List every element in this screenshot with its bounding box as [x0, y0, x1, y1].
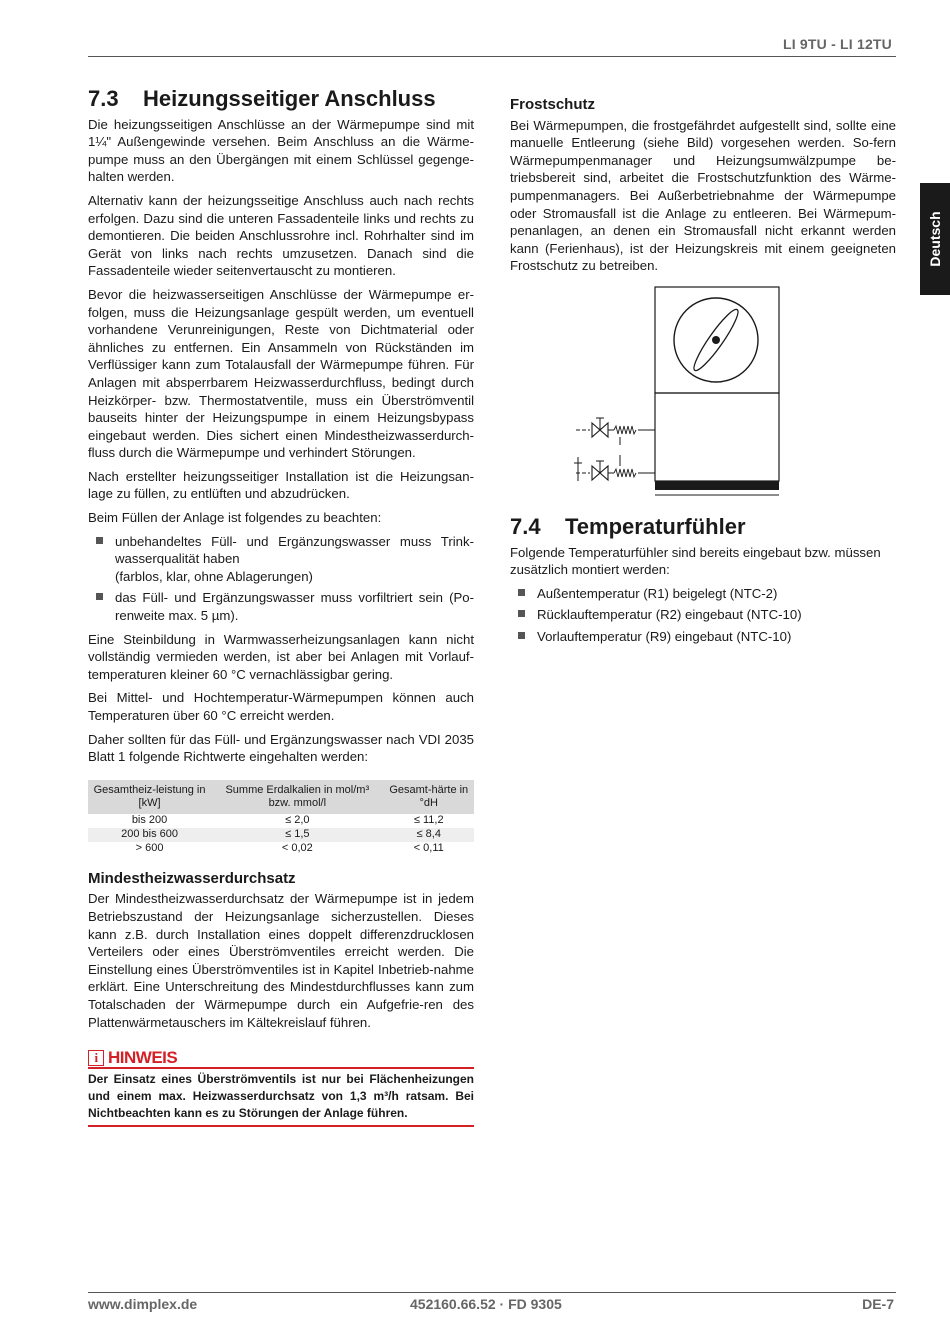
right-column	[510, 96, 896, 281]
list-item	[88, 589, 474, 624]
bullet-square-icon	[518, 632, 525, 639]
section-number: 7.4	[510, 514, 541, 539]
bullet-square-icon	[96, 537, 103, 544]
list-item-text: das Füll- und Ergänzungswasser muss vorfiltriert sein (Po-renweite max. 5 µm).	[115, 590, 474, 624]
bullet-square-icon	[518, 610, 525, 617]
lower-drain-valve	[574, 455, 655, 481]
section-number: 7.3	[88, 86, 119, 111]
table-row	[88, 842, 474, 856]
table-cell: 200 bis 600	[88, 828, 211, 842]
table-cell: ≤ 8,4	[384, 828, 475, 842]
table-header-cell: Summe Erdalkalien in mol/m³ bzw. mmol/l	[211, 780, 383, 814]
footer-website: www.dimplex.de	[88, 1296, 198, 1312]
table-cell: ≤ 2,0	[285, 814, 310, 827]
paragraph: Nach erstellter heizungsseitiger Installation ist die Heizungsan-lage zu füllen, zu entlüften und abzudrücken.	[88, 468, 474, 502]
paragraph: Bei Wärmepumpen, die frostgefährdet aufgestellt sind, sollte eine manuelle Entleerung (siehe Bild) vorgesehen werden. So-fern Wärmepumpenmanager und Heizungsumwälzpumpe be-triebsbereit sind, arbeitet die Frostschutzfunktion des Wärme-pumpenmanagers. Bei Außerbetriebnahme der Wärmepumpe oder Stromausfall ist die Anlage zu entleeren. Bei Wärmepum-penanlagen, an denen ein Stromausfall nicht erkannt werden kann (Ferienhaus), ist der Heizungskreis mit einem geeigneten Frostschutz zu betreiben.	[510, 117, 896, 274]
info-icon: i	[88, 1050, 104, 1066]
section-7-4-heading	[510, 514, 896, 539]
paragraph: Bevor die heizwasserseitigen Anschlüsse der Wärmepumpe er-folgen, muss die Heizungsanlage gespült werden, um eventuell vorhandene Verunreinigungen, Reste von Dichtmaterial oder ähnliches zu entfernen. Ein Ansammeln von Rückständen im Verflüssiger kann zum Totalausfall der Wärmepumpe führen. Für Anlagen mit absperrbarem Heizwasserdurchfluss, bedingt durch Heizkörper- bzw. Thermostatventile, muss ein Überströmventil bauseits hinter der Heizungspumpe in einem Heizungsbypass eingebaut werden. Dies sichert einen Mindestheizwasserdurch-fluss durch die Wärmepumpe und verhindert Störungen.	[88, 286, 474, 461]
table-cell: ≤ 11,2	[413, 814, 444, 827]
paragraph: Daher sollten für das Füll- und Ergänzungswasser nach VDI 2035 Blatt 1 folgende Richtwerte eingehalten werden:	[88, 731, 474, 765]
list-item	[510, 585, 896, 603]
bullet-square-icon	[96, 593, 103, 600]
language-tab-label: Deutsch	[927, 211, 943, 267]
section-7-3-heading	[88, 86, 474, 111]
paragraph: Bei Mittel- und Hochtemperatur-Wärmepumpen können auch Temperaturen über 60 °C erreicht werden.	[88, 690, 474, 723]
lower-housing	[655, 393, 779, 481]
list-item-text: unbehandeltes Füll- und Ergänzungswasser muss Trink-wasserqualität haben	[115, 533, 474, 567]
table-row	[88, 814, 474, 828]
heat-pump-drain-diagram	[570, 285, 785, 500]
table-cell: > 600	[135, 842, 164, 855]
paragraph: Die heizungsseitigen Anschlüsse an der Wärmepumpe sind mit 1¼" Außengewinde versehen. Beim Anschluss an die Wärme-pumpe muss an den Übergängen mit einem Schlüssel gegenge-halten werden.	[88, 116, 474, 185]
header-divider	[88, 56, 896, 57]
table-header-cell: Gesamtheiz-leistung in [kW]	[88, 780, 211, 814]
list-item	[510, 628, 896, 646]
footer-divider	[88, 1292, 896, 1293]
hinweis-label: HINWEIS	[108, 1048, 178, 1068]
paragraph: Folgende Temperaturfühler sind bereits eingebaut bzw. müssen zusätzlich montiert werden:	[510, 544, 881, 578]
table-header-cell: Gesamt-härte in °dH	[384, 780, 475, 814]
footer-page-number: DE-7	[862, 1296, 894, 1312]
paragraph: Alternativ kann der heizungsseitige Anschluss auch nach rechts erfolgen. Dazu sind die unteren Fassadenteile links und rechts zu demontieren. Die beiden Anschlussrohre incl. Rohrhalter sind im Gerät von links nach rechts umzusetzen. Danach sind die Fassadenteile wieder seitenvertauscht zu montieren.	[88, 192, 474, 279]
paragraph: Der Mindestheizwasserdurchsatz der Wärmepumpe ist in jedem Betriebszustand der Heizungsanlage sicherzustellen. Dieses kann z.B. durch Installation eines doppelt differenzdrucklosen Verteilers oder eines Überströmventiles erreicht werden. Die Einstellung eines Überströmventiles ist in Kapitel Inbetrieb-nahme erklärt. Eine Unterschreitung des Mindestdurchflusses kann zum Totalschaden der Wärmepumpe durch ein Aufgefrie-ren des Plattenwärmetauschers im Kältekreislauf führen.	[88, 891, 474, 1030]
table-cell: < 0,02	[281, 842, 313, 855]
left-column	[88, 86, 474, 1127]
table-cell: < 0,11	[413, 842, 444, 855]
language-tab	[920, 183, 950, 295]
hinweis-text: Der Einsatz eines Überströmventils ist nur bei Flächenheizungen und einem max. Heizwasserdurchsatz von 1,3 m³/h ratsam. Bei Nichtbeachten kann es zu Störungen der Anlage führen.	[88, 1067, 474, 1127]
list-item	[88, 533, 474, 586]
paragraph: Eine Steinbildung in Warmwasserheizungsanlagen kann nicht vollständig vermieden werden, ist aber bei Anlagen mit Vorlauf-temperaturen kleiner 60 °C vernachlässigbar gering.	[88, 631, 474, 682]
frostschutz-heading: Frostschutz	[510, 96, 596, 113]
header-title: LI 9TU - LI 12TU	[783, 36, 892, 52]
hinweis-header	[88, 1049, 474, 1067]
sensor-list	[510, 585, 896, 646]
list-item-text: Rücklauftemperatur (R2) eingebaut (NTC-10)	[537, 607, 802, 623]
min-flow-heading: Mindestheizwasserdurchsatz	[88, 869, 296, 887]
table-cell: ≤ 1,5	[211, 828, 383, 842]
table-header-row	[88, 780, 474, 814]
paragraph: Beim Füllen der Anlage ist folgendes zu beachten:	[88, 510, 382, 526]
table-row	[88, 828, 474, 842]
list-item-subtext: (farblos, klar, ohne Ablagerungen)	[115, 568, 313, 584]
section-7-4	[510, 514, 896, 652]
list-item	[510, 606, 896, 624]
table-cell: bis 200	[131, 814, 168, 827]
base-frame	[655, 481, 779, 490]
filling-rules-list	[88, 533, 474, 625]
footer-doc-number: 452160.66.52 · FD 9305	[410, 1296, 562, 1312]
list-item-text: Vorlauftemperatur (R9) eingebaut (NTC-10)	[537, 628, 792, 644]
upper-drain-valve	[576, 418, 655, 445]
fan-hub	[712, 336, 720, 344]
water-quality-table	[88, 780, 474, 856]
list-item-text: Außentemperatur (R1) beigelegt (NTC-2)	[537, 585, 778, 601]
section-title: Temperaturfühler	[565, 514, 746, 539]
bullet-square-icon	[518, 589, 525, 596]
section-title: Heizungsseitiger Anschluss	[143, 86, 436, 111]
hinweis-box	[88, 1049, 474, 1127]
